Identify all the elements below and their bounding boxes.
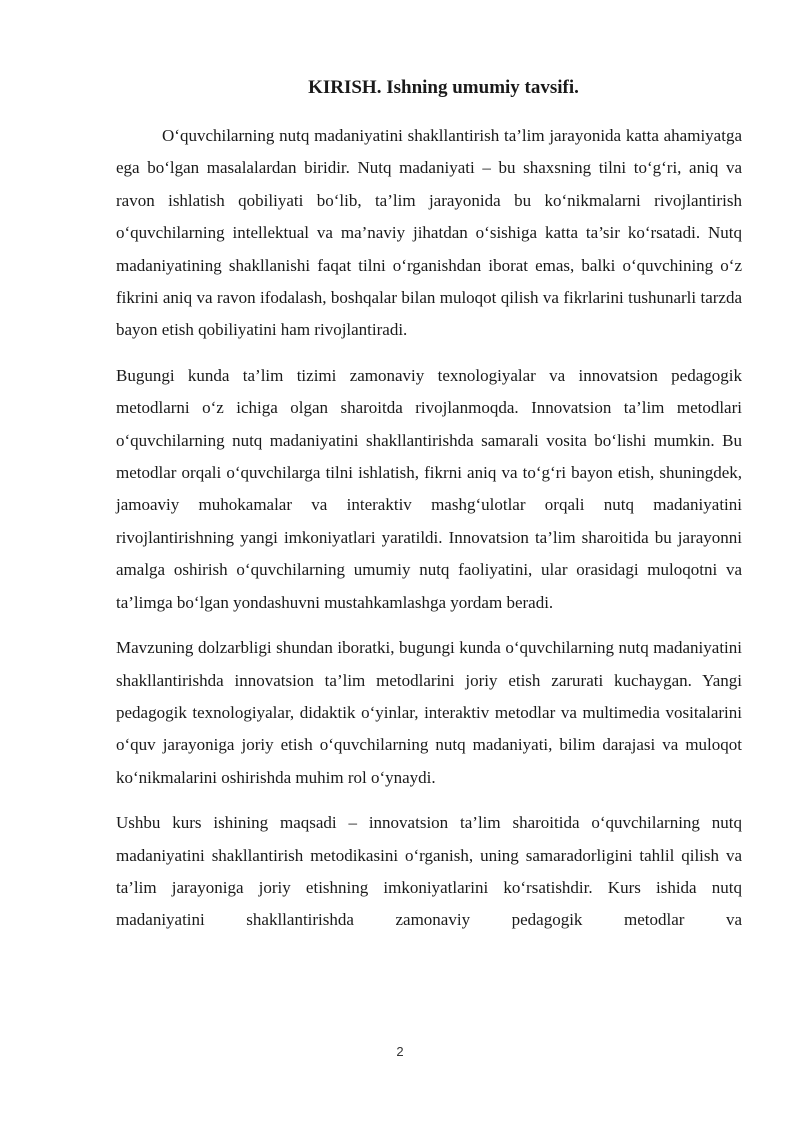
paragraph-goal: Ushbu kurs ishining maqsadi – innovatsion ta’lim sharoitida o‘quvchilarning nutq madaniyatini shakllantirish metodikasini o‘rganish, uning samaradorligini tahlil qilish va ta’lim jarayoniga joriy etishning imkoniyatlarini ko‘rsatishdir. Kurs ishida nutq madaniyatini shakllantirishda zamonaviy pedagogik metodlar va — [116, 813, 742, 930]
paragraph-intro: O‘quvchilarning nutq madaniyatini shakllantirish ta’lim jarayonida katta ahamiyatga ega bo‘lgan masalalardan biridir. Nutq madaniyati – bu shaxsning tilni to‘g‘ri, aniq va ravon ishlatish qobiliyati bo‘lib, ta’lim jarayonida bu ko‘nikmalarni rivojlantirish o‘quvchilarning intellektual va ma’naviy jihatdan o‘sishiga katta ta’sir ko‘rsatadi. Nutq madaniyatining shakllanishi faqat tilni o‘rganishdan iborat emas, balki o‘quvchining o‘z fikrini aniq va ravon ifodalash, boshqalar bilan muloqot qilish va fikrlarini tushunarli tarzda bayon etish qobiliyatini ham rivojlantiradi. — [116, 126, 742, 340]
page-number: 2 — [396, 1044, 404, 1059]
section-title: KIRISH. Ishning umumiy tavsifi. — [308, 77, 579, 98]
body-text — [116, 120, 742, 950]
paragraph-innovation: Bugungi kunda ta’lim tizimi zamonaviy texnologiyalar va innovatsion pedagogik metodlarni o‘z ichiga olgan sharoitda rivojlanmoqda. Innovatsion ta’lim metodlari o‘quvchilarning nutq madaniyatini shakllantirishda samarali vosita bo‘lishi mumkin. Bu metodlar orqali o‘quvchilarga tilni ishlatish, fikrni aniq va to‘g‘ri bayon etish, shuningdek, jamoaviy muhokamalar va interaktiv mashg‘ulotlar orqali nutq madaniyatini rivojlantirishning yangi imkoniyatlari yaratildi. Innovatsion ta’lim sharoitida bu jarayonni amalga oshirish o‘quvchilarning umumiy nutq faoliyatini, ular orasidagi muloqotni va ta’limga bo‘lgan yondashuvni mustahkamlashga yordam beradi. — [116, 365, 742, 612]
paragraph-relevance: Mavzuning dolzarbligi shundan iboratki, bugungi kunda o‘quvchilarning nutq madaniyatini shakllantirishda innovatsion ta’lim metodlarini joriy etish zarurati kuchaygan. Yangi pedagogik texnologiyalar, didaktik o‘yinlar, interaktiv metodlar va multimedia vositalarini o‘quv jarayoniga joriy etish o‘quvchilarning nutq madaniyati, bilim darajasi va muloqot ko‘nikmalarini oshirishda muhim rol o‘ynaydi. — [116, 638, 742, 787]
